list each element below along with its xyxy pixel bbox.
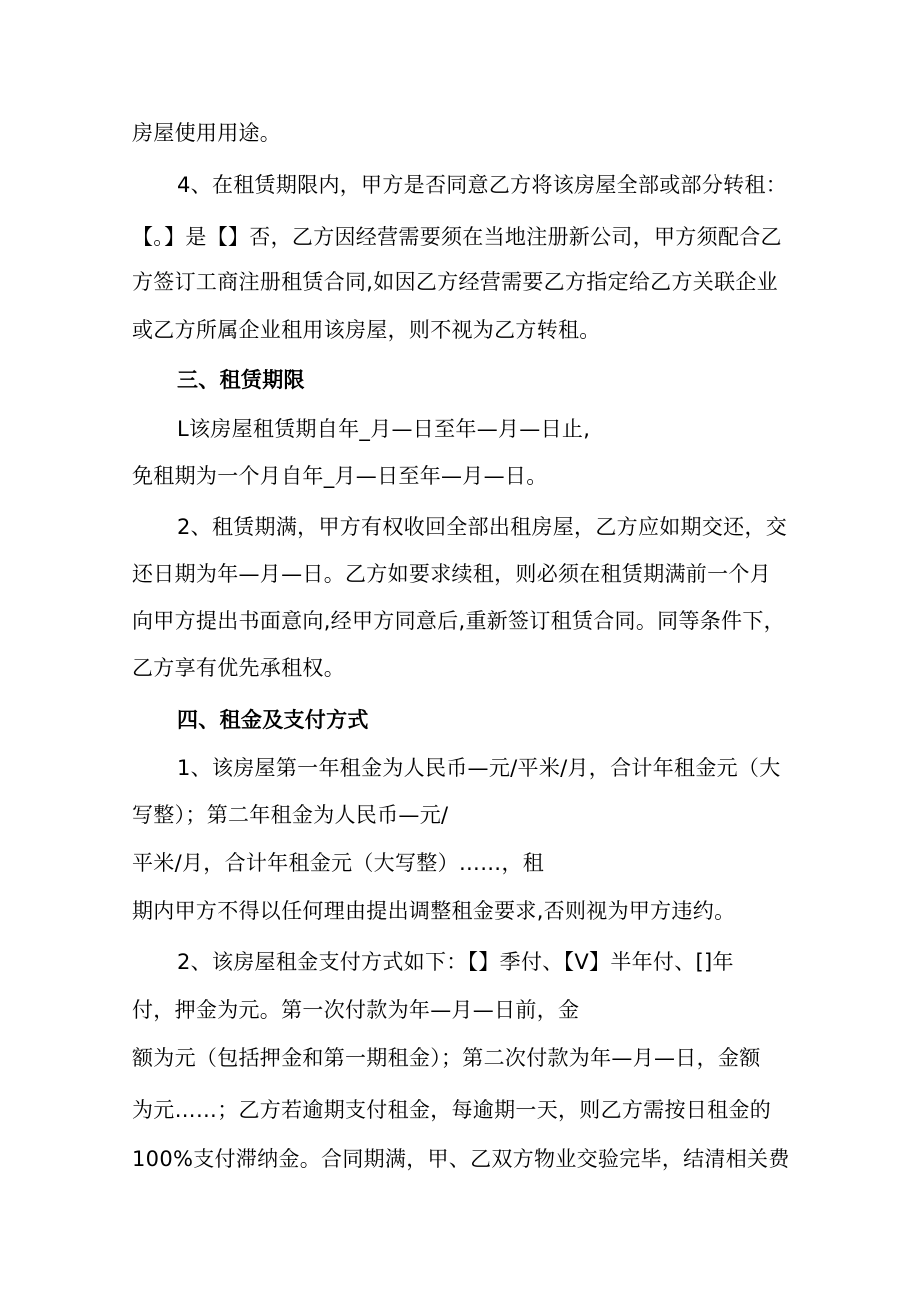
- text-line: 付，押金为元。第一次付款为年—月—日前，金: [132, 998, 580, 1022]
- text-line: 还日期为年—月—日。乙方如要求续租，则必须在租赁期满前一个月: [132, 562, 771, 586]
- text-line: 房屋使用用途。: [132, 121, 282, 145]
- text-line: 或乙方所属企业租用该房屋，则不视为乙方转租。: [132, 318, 601, 342]
- section-heading: 四、租金及支付方式: [177, 708, 369, 732]
- text-line: L该房屋租赁期自年_月—日至年—月—日止,: [177, 417, 591, 441]
- text-line: 向甲方提出书面意向,经甲方同意后,重新签订租赁合同。同等条件下，: [132, 609, 785, 633]
- text-line: 写整）；第二年租金为人民币—元/: [132, 803, 449, 827]
- text-line: 1、该房屋第一年租金为人民币—元/平米/月，合计年租金元（大: [177, 756, 781, 780]
- text-line: 平米/月，合计年租金元（大写整）……，租: [132, 851, 545, 875]
- text-line: 方签订工商注册租赁合同,如因乙方经营需要乙方指定给乙方关联企业: [132, 270, 778, 294]
- text-line: 为元……；乙方若逾期支付租金，每逾期一天，则乙方需按日租金的: [132, 1098, 771, 1122]
- section-heading: 三、租赁期限: [177, 368, 305, 392]
- text-line: 2、该房屋租金支付方式如下：【】季付、【V】半年付、[]年: [177, 950, 734, 974]
- text-line: 乙方享有优先承租权。: [132, 656, 345, 680]
- text-line: 100%支付滞纳金。合同期满，甲、乙双方物业交验完毕，结清相关费: [132, 1147, 790, 1171]
- text-line: 期内甲方不得以任何理由提出调整租金要求,否则视为甲方违约。: [132, 899, 736, 923]
- text-line: 额为元（包括押金和第一期租金）；第二次付款为年—月—日，金额: [132, 1046, 761, 1070]
- text-line: 2、租赁期满，甲方有权收回全部出租房屋，乙方应如期交还，交: [177, 515, 788, 539]
- text-line: 免租期为一个月自年_月—日至年—月—日。: [132, 464, 548, 488]
- text-line: 4、在租赁期限内，甲方是否同意乙方将该房屋全部或部分转租：: [177, 173, 788, 197]
- text-line: 【。】是【】否，乙方因经营需要须在当地注册新公司，甲方须配合乙: [132, 225, 782, 249]
